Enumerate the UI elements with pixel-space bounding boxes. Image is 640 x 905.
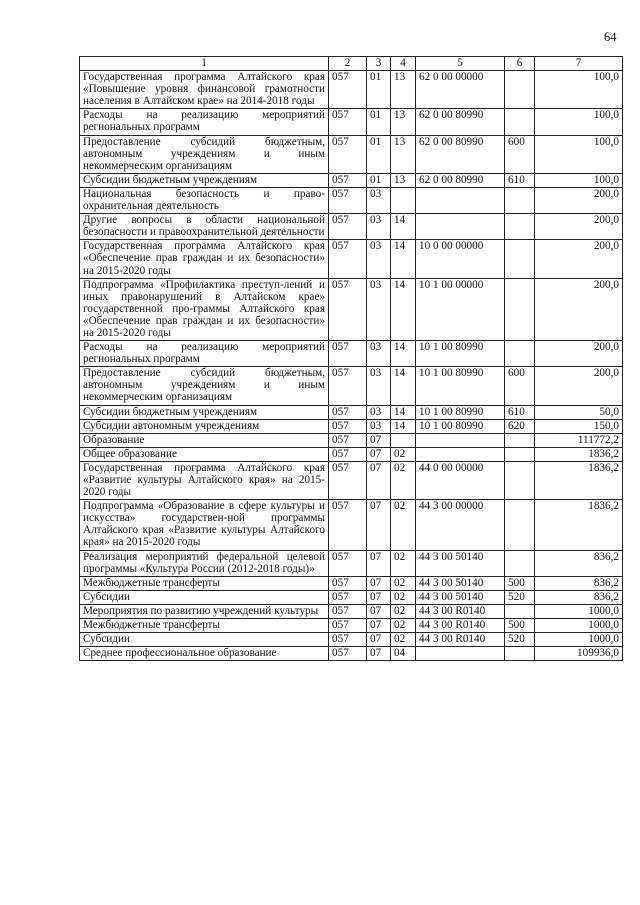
amount-cell: 836,2 [535,576,623,590]
expense-type-cell: 600 [505,367,535,405]
expense-type-cell [505,447,535,461]
admin-code-cell: 057 [329,433,367,447]
admin-code-cell: 057 [329,240,367,278]
subsection-cell: 14 [391,341,416,367]
expense-type-cell: 520 [505,590,535,604]
table-row [80,278,623,340]
subsection-cell [391,433,416,447]
row-name-cell: Субсидии [80,590,329,604]
header-row [80,57,623,71]
admin-code-cell: 057 [329,619,367,633]
target-article-cell [416,647,505,661]
target-article-cell: 10 1 00 80990 [416,405,505,419]
expense-type-cell: 500 [505,576,535,590]
expense-type-cell: 620 [505,419,535,433]
section-cell: 01 [367,135,391,173]
section-cell: 03 [367,278,391,340]
column-header: 4 [391,57,416,71]
target-article-cell: 10 1 00 80990 [416,419,505,433]
target-article-cell: 44 3 00 R0140 [416,604,505,618]
row-name-cell: Мероприятия по развитию учреждений культуры [80,604,329,618]
table-row [80,461,623,499]
admin-code-cell: 057 [329,341,367,367]
expense-type-cell [505,550,535,576]
target-article-cell [416,447,505,461]
expense-type-cell [505,278,535,340]
table-row [80,576,623,590]
row-name-cell: Межбюджетные трансферты [80,576,329,590]
target-article-cell: 44 3 00 50140 [416,590,505,604]
admin-code-cell: 057 [329,647,367,661]
subsection-cell: 02 [391,550,416,576]
section-cell: 07 [367,500,391,550]
row-name-cell: Другие вопросы в области национальной безопасности и правоохранительной деятельности [80,214,329,240]
target-article-cell: 44 0 00 00000 [416,461,505,499]
admin-code-cell: 057 [329,500,367,550]
expense-type-cell: 610 [505,173,535,187]
amount-cell: 1000,0 [535,633,623,647]
row-name-cell: Подпрограмма «Профилактика преступ-лений и иных правонарушений в Алтайском крае» государственной про-граммы Алтайского края «Обеспечение прав граждан и их безопасности» на 2015-2020 годы [80,278,329,340]
subsection-cell: 02 [391,461,416,499]
section-cell: 01 [367,71,391,109]
subsection-cell: 13 [391,109,416,135]
amount-cell: 200,0 [535,214,623,240]
subsection-cell [391,187,416,213]
section-cell: 03 [367,341,391,367]
target-article-cell: 62 0 00 80990 [416,109,505,135]
amount-cell: 1836,2 [535,500,623,550]
table-row [80,433,623,447]
amount-cell: 200,0 [535,240,623,278]
amount-cell: 836,2 [535,590,623,604]
target-article-cell: 44 3 00 00000 [416,500,505,550]
admin-code-cell: 057 [329,633,367,647]
amount-cell: 150,0 [535,419,623,433]
table-row [80,405,623,419]
target-article-cell: 62 0 00 80990 [416,173,505,187]
subsection-cell: 02 [391,590,416,604]
section-cell: 01 [367,173,391,187]
subsection-cell: 13 [391,135,416,173]
row-name-cell: Государственная программа Алтайского края «Развитие культуры Алтайского края» на 2015-2020 годы [80,461,329,499]
column-header: 7 [535,57,623,71]
target-article-cell: 10 1 00 80990 [416,341,505,367]
column-header: 2 [329,57,367,71]
admin-code-cell: 057 [329,576,367,590]
subsection-cell: 02 [391,604,416,618]
row-name-cell: Государственная программа Алтайского края «Повышение уровня финансовой грамотности населения в Алтайском крае» на 2014-2018 годы [80,71,329,109]
subsection-cell: 02 [391,447,416,461]
admin-code-cell: 057 [329,447,367,461]
section-cell: 07 [367,604,391,618]
admin-code-cell: 057 [329,367,367,405]
section-cell: 03 [367,405,391,419]
expense-type-cell [505,214,535,240]
expense-type-cell: 500 [505,619,535,633]
expense-type-cell [505,500,535,550]
amount-cell: 1836,2 [535,461,623,499]
amount-cell: 200,0 [535,341,623,367]
target-article-cell: 44 3 00 R0140 [416,633,505,647]
amount-cell: 100,0 [535,71,623,109]
admin-code-cell: 057 [329,71,367,109]
target-article-cell [416,433,505,447]
subsection-cell: 04 [391,647,416,661]
amount-cell: 111772,2 [535,433,623,447]
target-article-cell: 10 1 00 00000 [416,278,505,340]
admin-code-cell: 057 [329,461,367,499]
row-name-cell: Подпрограмма «Образование в сфере культуры и искусства» государствен-ной программы Алтайского края «Развитие культуры Алтайского края» на 2015-2020 годы [80,500,329,550]
subsection-cell: 14 [391,278,416,340]
table-row [80,619,623,633]
subsection-cell: 02 [391,633,416,647]
row-name-cell: Реализация мероприятий федеральной целевой программы «Культура России (2012-2018 годы)» [80,550,329,576]
section-cell: 07 [367,461,391,499]
amount-cell: 1000,0 [535,604,623,618]
row-name-cell: Предоставление субсидий бюджетным, автономным учреждениям и иным некоммерческим организациям [80,135,329,173]
row-name-cell: Национальная безопасность и право-охранительная деятельность [80,187,329,213]
expense-type-cell [505,187,535,213]
subsection-cell: 13 [391,173,416,187]
table-row [80,633,623,647]
table-row [80,187,623,213]
row-name-cell: Общее образование [80,447,329,461]
subsection-cell: 02 [391,619,416,633]
expense-type-cell [505,240,535,278]
table-row [80,367,623,405]
subsection-cell: 14 [391,405,416,419]
row-name-cell: Государственная программа Алтайского края «Обеспечение прав граждан и их безопасности» на 2015-2020 годы [80,240,329,278]
admin-code-cell: 057 [329,214,367,240]
expense-type-cell [505,109,535,135]
section-cell: 07 [367,647,391,661]
row-name-cell: Образование [80,433,329,447]
target-article-cell: 62 0 00 80990 [416,135,505,173]
target-article-cell: 44 3 00 50140 [416,576,505,590]
amount-cell: 836,2 [535,550,623,576]
column-header: 3 [367,57,391,71]
admin-code-cell: 057 [329,187,367,213]
table-row [80,500,623,550]
amount-cell: 200,0 [535,187,623,213]
admin-code-cell: 057 [329,173,367,187]
row-name-cell: Среднее профессиональное образование [80,647,329,661]
admin-code-cell: 057 [329,135,367,173]
row-name-cell: Субсидии бюджетным учреждениям [80,173,329,187]
expense-type-cell [505,433,535,447]
table-row [80,419,623,433]
section-cell: 07 [367,447,391,461]
row-name-cell: Расходы на реализацию мероприятий региональных программ [80,341,329,367]
amount-cell: 200,0 [535,278,623,340]
row-name-cell: Предоставление субсидий бюджетным, автономным учреждениям и иным некоммерческим организациям [80,367,329,405]
amount-cell: 109936,0 [535,647,623,661]
admin-code-cell: 057 [329,550,367,576]
table-row [80,214,623,240]
section-cell: 03 [367,187,391,213]
expense-type-cell: 610 [505,405,535,419]
expense-type-cell: 600 [505,135,535,173]
table-row [80,173,623,187]
subsection-cell: 14 [391,240,416,278]
amount-cell: 1836,2 [535,447,623,461]
amount-cell: 100,0 [535,173,623,187]
expense-type-cell [505,604,535,618]
subsection-cell: 14 [391,419,416,433]
table-row [80,550,623,576]
section-cell: 07 [367,576,391,590]
amount-cell: 1000,0 [535,619,623,633]
budget-table [79,56,623,661]
section-cell: 07 [367,619,391,633]
amount-cell: 100,0 [535,135,623,173]
subsection-cell: 13 [391,71,416,109]
admin-code-cell: 057 [329,405,367,419]
section-cell: 03 [367,419,391,433]
target-article-cell: 10 1 00 80990 [416,367,505,405]
table-row [80,109,623,135]
expense-type-cell [505,341,535,367]
row-name-cell: Субсидии [80,633,329,647]
target-article-cell: 44 3 00 R0140 [416,619,505,633]
subsection-cell: 14 [391,214,416,240]
subsection-cell: 14 [391,367,416,405]
row-name-cell: Расходы на реализацию мероприятий региональных программ [80,109,329,135]
row-name-cell: Субсидии автономным учреждениям [80,419,329,433]
section-cell: 07 [367,633,391,647]
section-cell: 03 [367,214,391,240]
target-article-cell: 10 0 00 00000 [416,240,505,278]
expense-type-cell: 520 [505,633,535,647]
subsection-cell: 02 [391,500,416,550]
expense-type-cell [505,461,535,499]
table-row [80,341,623,367]
target-article-cell: 44 3 00 50140 [416,550,505,576]
table-row [80,590,623,604]
row-name-cell: Субсидии бюджетным учреждениям [80,405,329,419]
table-row [80,604,623,618]
table-row [80,647,623,661]
section-cell: 03 [367,367,391,405]
table-row [80,71,623,109]
section-cell: 03 [367,240,391,278]
subsection-cell: 02 [391,576,416,590]
admin-code-cell: 057 [329,604,367,618]
amount-cell: 50,0 [535,405,623,419]
target-article-cell [416,187,505,213]
section-cell: 07 [367,550,391,576]
table-row [80,447,623,461]
section-cell: 01 [367,109,391,135]
expense-type-cell [505,647,535,661]
expense-type-cell [505,71,535,109]
admin-code-cell: 057 [329,109,367,135]
amount-cell: 200,0 [535,367,623,405]
amount-cell: 100,0 [535,109,623,135]
row-name-cell: Межбюджетные трансферты [80,619,329,633]
table-row [80,135,623,173]
section-cell: 07 [367,590,391,604]
target-article-cell [416,214,505,240]
column-header: 5 [416,57,505,71]
page-number: 64 [604,30,617,44]
admin-code-cell: 057 [329,590,367,604]
admin-code-cell: 057 [329,278,367,340]
column-header: 6 [505,57,535,71]
target-article-cell: 62 0 00 00000 [416,71,505,109]
table-row [80,240,623,278]
admin-code-cell: 057 [329,419,367,433]
column-header: 1 [80,57,329,71]
section-cell: 07 [367,433,391,447]
